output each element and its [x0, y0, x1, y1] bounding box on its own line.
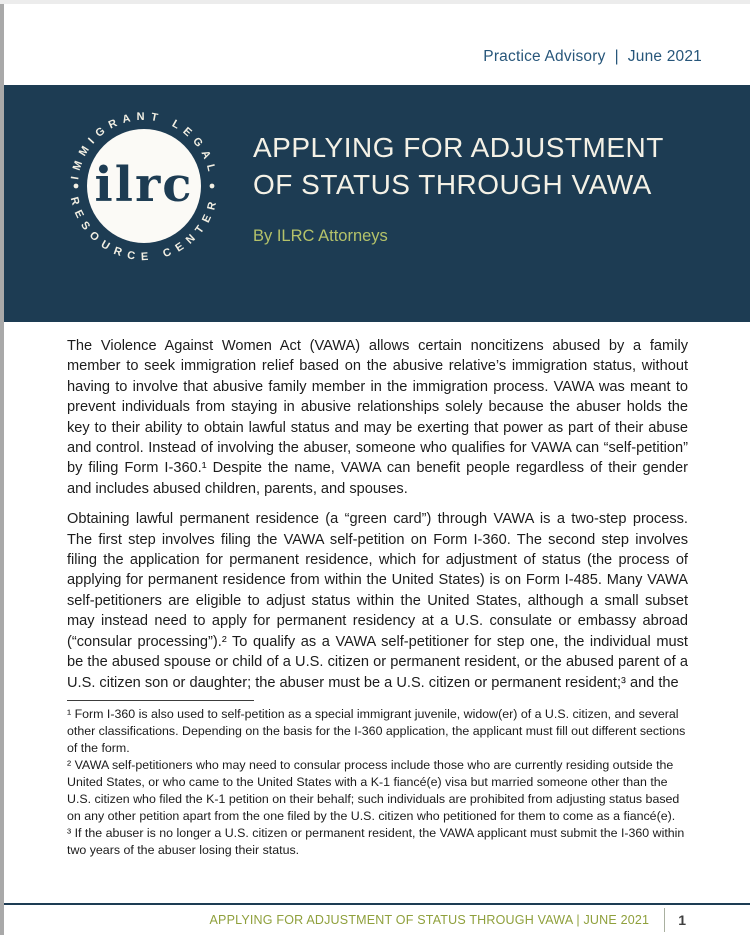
body-paragraph: Obtaining lawful permanent residence (a “green card”) through VAWA is a two-step process. The first step involves filing the VAWA self-petition on Form I-360. The second step involves filing the application for permanent residence, which for adjustment of status (the process of applying for permanent residence from within the United States) is on Form I-485. Many VAWA self-petitioners are eligible to adjust status within the United States, although a small subset may instead need to apply for permanent residency at a U.S. consulate or embassy abroad (“consular processing”).² To qualify as a VAWA self-petitioner for step one, the individual must be the abused spouse or child of a U.S. citizen or permanent resident, or the abused parent of a U.S. citizen son or daughter; the abuser must be a U.S. citizen or permanent resident;³ and the: [67, 511, 688, 691]
ilrc-logo: [62, 104, 226, 268]
logo-ring-dot-left: [74, 184, 79, 189]
footnote-separator: [67, 700, 254, 701]
document-body: [67, 336, 688, 703]
doc-title-line2: OF STATUS THROUGH VAWA: [253, 169, 652, 200]
logo-ring-bottom-text: RESOURCE CENTER: [67, 193, 221, 264]
page-footer: [210, 905, 687, 935]
footer-separator: [664, 908, 665, 932]
doc-title-line1: APPLYING FOR ADJUSTMENT: [253, 132, 664, 163]
logo-ring-top-text: IMMIGRANT LEGAL: [69, 110, 219, 181]
footnotes: [67, 706, 688, 859]
footer-running-title: APPLYING FOR ADJUSTMENT OF STATUS THROUGH VAWA | JUNE 2021: [209, 913, 650, 927]
doc-meta: [483, 48, 702, 66]
footnote: ² VAWA self-petitioners who may need to consular process include those who are currently residing outside the United States, or who came to the United States with a K-1 fiancé(e) visa but married someone other than the U.S. citizen who filed the K-1 petition on their behalf; such individuals are prohibited from adjusting status based on any other petition apart from the one filed by the U.S. citizen who petitioned for them to come as a fiancé(e).: [67, 758, 680, 823]
header-band: [4, 85, 750, 322]
doc-meta-separator: |: [614, 48, 619, 65]
logo-wordmark: ilrc: [94, 157, 194, 213]
body-paragraph: The Violence Against Women Act (VAWA) allows certain noncitizens abused by a family member to seek immigration relief based on the abusive relative’s immigration status, without having to involve that abusive family member in the immigration process. VAWA was meant to prevent individuals from staying in abusive relationships solely because the abuser holds the key to their ability to obtain lawful status and may be exerting that power as part of their abuse and control. Instead of involving the abuser, someone who qualifies for VAWA can “self-petition” by filing Form I-360.¹ Despite the name, VAWA can benefit people regardless of their gender and includes abused children, parents, and spouses.: [67, 338, 688, 497]
footnote: ¹ Form I-360 is also used to self-petition as a special immigrant juvenile, widow(er) of a U.S. citizen, and several other classifications. Depending on the basis for the I-360 application, the applicant must fill out different sections of the form.: [67, 707, 686, 755]
page-number: 1: [678, 912, 686, 928]
page-edge-top: [0, 0, 750, 4]
doc-title: [253, 129, 664, 203]
doc-type-label: Practice Advisory: [483, 48, 606, 65]
doc-byline: By ILRC Attorneys: [253, 227, 388, 245]
doc-date: June 2021: [627, 48, 702, 65]
logo-ring-dot-right: [210, 184, 215, 189]
footnote: ³ If the abuser is no longer a U.S. citizen or permanent resident, the VAWA applicant must submit the I-360 within two years of the abuser losing their status.: [67, 826, 685, 857]
